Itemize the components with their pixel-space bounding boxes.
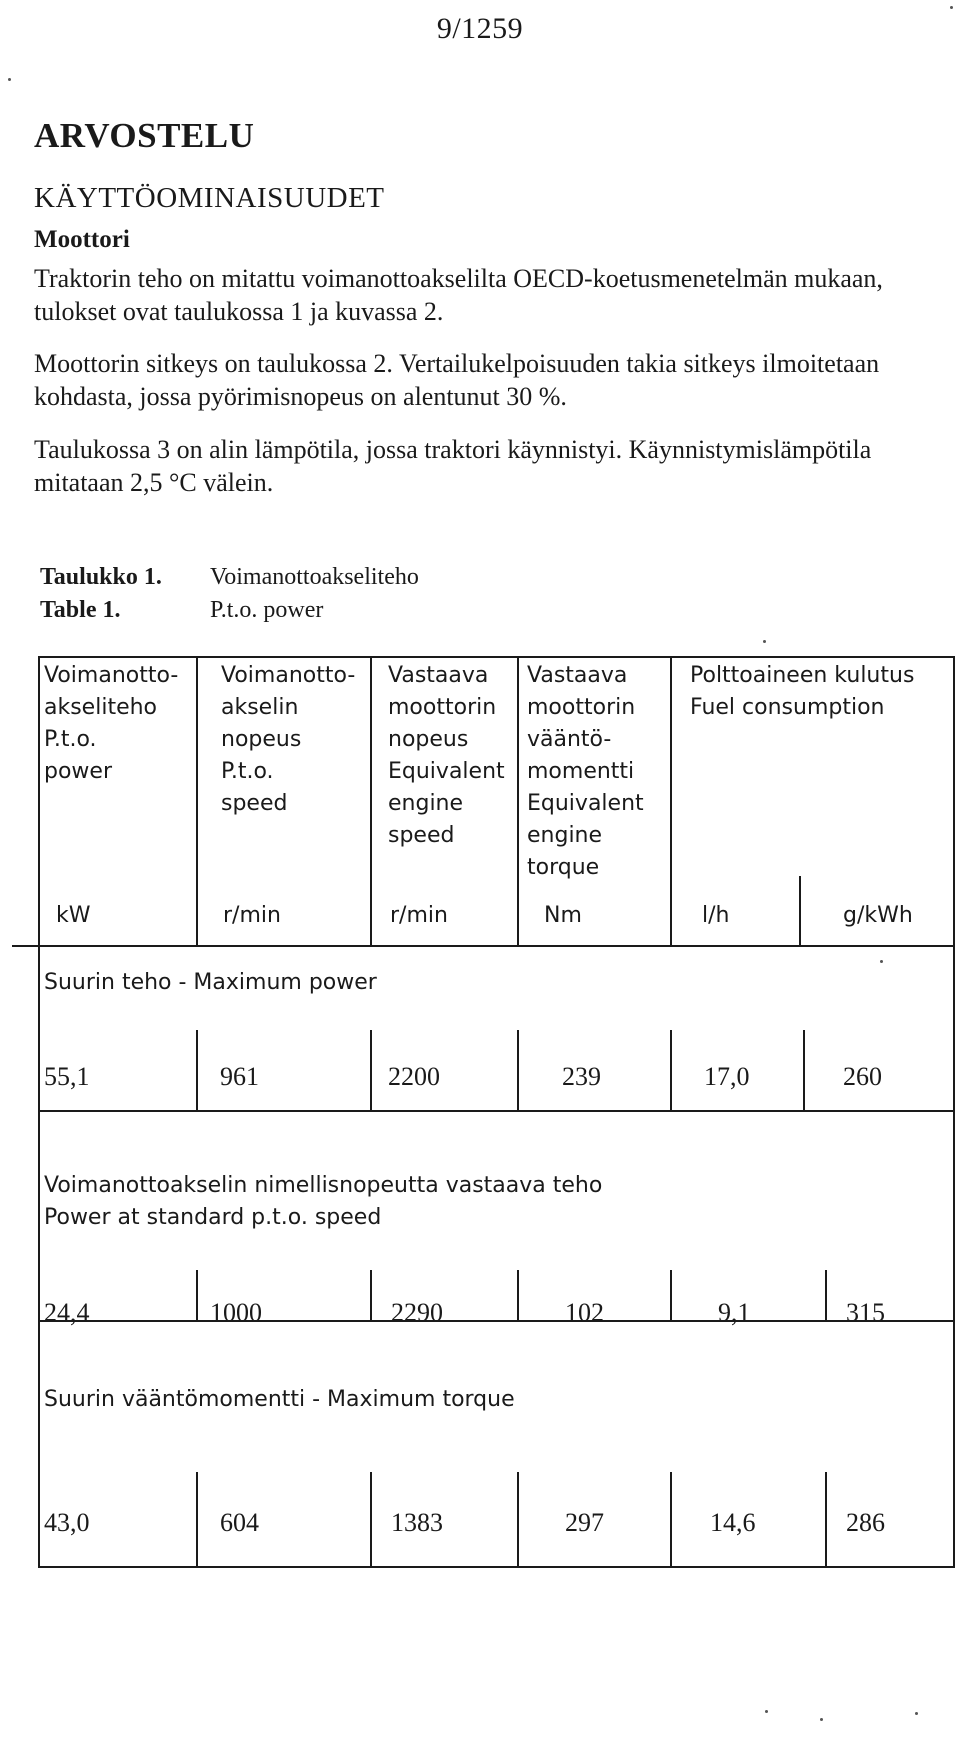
subsection-heading: KÄYTTÖOMINAISUUDET — [34, 182, 385, 214]
table-cell: 604 — [220, 1508, 259, 1537]
table-bottom-rule — [38, 1566, 955, 1568]
scan-speck — [820, 1718, 823, 1721]
caption-label: Table 1. — [40, 597, 121, 623]
scan-speck — [8, 78, 11, 81]
table-cell: 286 — [846, 1508, 885, 1537]
value-divider — [517, 1030, 519, 1110]
caption-text: Voimanottoakseliteho — [210, 564, 419, 590]
header-pto-power: Voimanotto- akseliteho P.t.o. power — [44, 663, 179, 784]
table-cell: 43,0 — [44, 1508, 90, 1537]
table-right-border — [953, 656, 955, 1566]
group-label-max-torque: Suurin vääntömomentti - Maximum torque — [44, 1387, 515, 1412]
topic-title: Moottori — [34, 226, 130, 253]
value-divider — [517, 1270, 519, 1320]
value-divider — [370, 1030, 372, 1110]
unit-rmin: r/min — [223, 903, 281, 928]
table-top-rule — [38, 656, 955, 658]
table-cell: 961 — [220, 1062, 259, 1091]
paragraph-torque: Moottorin sitkeys on taulukossa 2. Vertailukelpoisuuden takia sitkeys ilmoitetaan kohdasta, jossa pyörimisnopeus on alentunut 30 %. — [34, 349, 880, 411]
paragraph-power: Traktorin teho on mitattu voimanottoakselilta OECD-koetusmenetelmän mukaan, tulokset ovat taulukossa 1 ja kuvassa 2. — [34, 264, 883, 326]
value-divider — [670, 1030, 672, 1110]
header-divider — [799, 876, 801, 945]
header-pto-speed: Voimanotto- akselin nopeus P.t.o. speed — [221, 663, 356, 816]
table-cell: 55,1 — [44, 1062, 90, 1091]
value-divider — [196, 1030, 198, 1110]
scan-speck — [915, 1712, 918, 1715]
value-divider — [825, 1472, 827, 1566]
group-label-max-power: Suurin teho - Maximum power — [44, 970, 377, 995]
table-group-rule — [38, 1110, 955, 1112]
value-divider — [670, 1270, 672, 1320]
table-cell: 297 — [565, 1508, 604, 1537]
value-divider — [370, 1472, 372, 1566]
unit-nm: Nm — [544, 903, 582, 928]
table-group-rule — [38, 1320, 955, 1322]
table-cell: 239 — [562, 1062, 601, 1091]
header-divider — [670, 656, 672, 945]
table-cell: 17,0 — [704, 1062, 750, 1091]
scan-speck — [880, 960, 883, 963]
table-cell: 9,1 — [718, 1298, 751, 1327]
table-header-rule — [12, 945, 955, 947]
unit-lh: l/h — [702, 903, 730, 928]
header-divider — [370, 656, 372, 945]
value-divider — [803, 1030, 805, 1110]
scan-speck — [763, 640, 766, 643]
table-cell: 102 — [565, 1298, 604, 1327]
value-divider — [670, 1472, 672, 1566]
value-divider — [825, 1270, 827, 1320]
unit-gkwh: g/kWh — [843, 903, 913, 928]
scan-speck — [765, 1710, 768, 1713]
table-left-border — [38, 656, 40, 1566]
table-cell: 1000 — [210, 1298, 262, 1327]
caption-label: Taulukko 1. — [40, 564, 162, 590]
header-fuel-consumption: Polttoaineen kulutus Fuel consumption — [690, 663, 915, 720]
unit-kw: kW — [56, 903, 91, 928]
value-divider — [517, 1472, 519, 1566]
value-divider — [196, 1270, 198, 1320]
group-label-standard-pto-speed: Voimanottoakselin nimellisnopeutta vastaava teho Power at standard p.t.o. speed — [44, 1173, 603, 1230]
table-cell: 2290 — [391, 1298, 443, 1327]
table-cell: 315 — [846, 1298, 885, 1327]
value-divider — [196, 1472, 198, 1566]
section-heading: ARVOSTELU — [34, 116, 255, 155]
header-engine-speed: Vastaava moottorin nopeus Equivalent engine speed — [388, 663, 505, 848]
header-divider — [196, 656, 198, 945]
scan-speck — [950, 6, 953, 9]
table-cell: 260 — [843, 1062, 882, 1091]
table-cell: 1383 — [391, 1508, 443, 1537]
header-engine-torque: Vastaava moottorin vääntö- momentti Equivalent engine torque — [527, 663, 644, 880]
table-caption-fi — [40, 564, 419, 591]
value-divider — [370, 1270, 372, 1320]
unit-rmin: r/min — [390, 903, 448, 928]
page-number: 9/1259 — [436, 12, 524, 45]
table-cell: 2200 — [388, 1062, 440, 1091]
caption-text: P.t.o. power — [210, 597, 324, 623]
paragraph-start-temperature: Taulukossa 3 on alin lämpötila, jossa traktori käynnistyi. Käynnistymislämpötila mitataan 2,5 °C välein. — [34, 435, 872, 497]
table-cell: 24,4 — [44, 1298, 90, 1327]
table-caption-en — [40, 597, 323, 624]
header-divider — [517, 656, 519, 945]
table-cell: 14,6 — [710, 1508, 756, 1537]
